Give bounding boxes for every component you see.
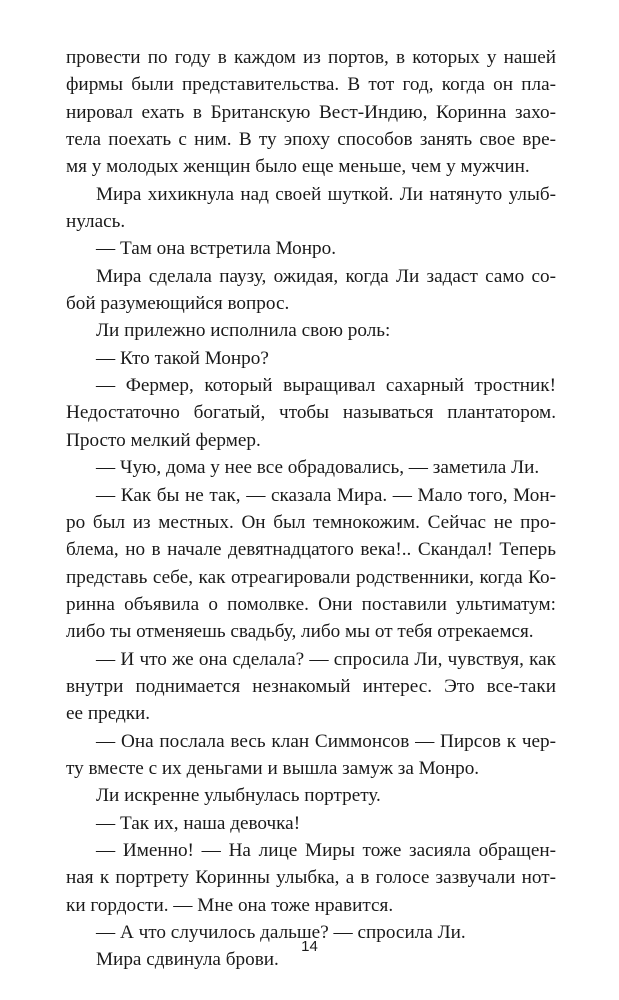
text-line: — Кто такой Монро?: [96, 347, 269, 369]
paragraph: [66, 181, 556, 236]
paragraph: [66, 263, 556, 318]
paragraph: [66, 810, 556, 837]
text-line: либо ты отменяешь свадьбу, либо мы от тебя отрекаемся.: [66, 621, 534, 643]
paragraph: [66, 317, 556, 344]
text-line: Ли искренне улыбнулась портрету.: [96, 785, 381, 807]
text-line: Мира хихикнула над своей шуткой. Ли натянуто улыб-: [96, 183, 556, 205]
text-line: — И что же она сделала? — спросила Ли, чувствуя, как: [96, 648, 556, 670]
text-line: нулась.: [66, 211, 126, 233]
paragraph: [66, 44, 556, 181]
text-line: — Так их, наша девочка!: [96, 812, 301, 834]
text-line: внутри поднимается незнакомый интерес. Это все-таки: [66, 675, 556, 697]
paragraph: [66, 345, 556, 372]
text-line: ро был из местных. Он был темнокожим. Сейчас не про-: [66, 511, 556, 533]
text-line: — Именно! — На лице Миры тоже засияла обращен-: [96, 839, 556, 861]
paragraph: [66, 728, 556, 783]
text-line: — Там она встретила Монро.: [96, 238, 337, 260]
text-line: — Как бы не так, — сказала Мира. — Мало того, Мон-: [96, 484, 556, 506]
text-line: — Чую, дома у нее все обрадовались, — заметила Ли.: [96, 457, 540, 479]
text-line: представь себе, как отреагировали родственники, когда Ко-: [66, 566, 556, 588]
paragraph: [66, 235, 556, 262]
paragraph: [66, 482, 556, 646]
text-line: провести по году в каждом из портов, в которых у нашей: [66, 47, 556, 68]
paragraph: [66, 782, 556, 809]
text-line: мя у молодых женщин было еще меньше, чем у мужчин.: [66, 156, 530, 178]
paragraph: [66, 837, 556, 919]
text-line: блема, но в начале девятнадцатого века!.. Скандал! Теперь: [66, 539, 556, 561]
page-number: 14: [301, 938, 318, 955]
text-line: ринна объявила о помолвке. Они поставили ультиматум:: [66, 593, 556, 615]
text-line: — Она послала весь клан Симмонсов — Пирсов к чер-: [96, 730, 556, 752]
text-line: Недостаточно богатый, чтобы называться плантатором.: [66, 402, 556, 424]
text-line: нировал ехать в Британскую Вест-Индию, Коринна захо-: [66, 101, 556, 123]
text-line: ная к портрету Коринны улыбка, а в голосе зазвучали нот-: [66, 867, 556, 889]
text-line: Мира сделала паузу, ожидая, когда Ли задаст само со-: [96, 265, 556, 287]
text-line: тела поехать с ним. В ту эпоху способов занять свое вре-: [66, 129, 556, 151]
text-line: Ли прилежно исполнила свою роль:: [96, 320, 391, 342]
paragraph: [66, 646, 556, 728]
text-line: — Фермер, который выращивал сахарный тростник!: [96, 375, 556, 397]
text-line: ки гордости. — Мне она тоже нравится.: [66, 894, 394, 916]
text-line: Мира сдвинула брови.: [96, 949, 279, 971]
text-line: ее предки.: [66, 703, 151, 725]
paragraph: [66, 372, 556, 454]
text-line: — А что случилось дальше? — спросила Ли.: [96, 922, 466, 943]
text-line: фирмы были представительства. В тот год, когда он пла-: [66, 74, 556, 96]
paragraph: [66, 454, 556, 481]
text-line: Просто мелкий фермер.: [66, 429, 261, 451]
body-text: [66, 44, 556, 974]
text-line: ту вместе с их деньгами и вышла замуж за Монро.: [66, 757, 480, 779]
text-line: бой разумеющийся вопрос.: [66, 293, 290, 315]
